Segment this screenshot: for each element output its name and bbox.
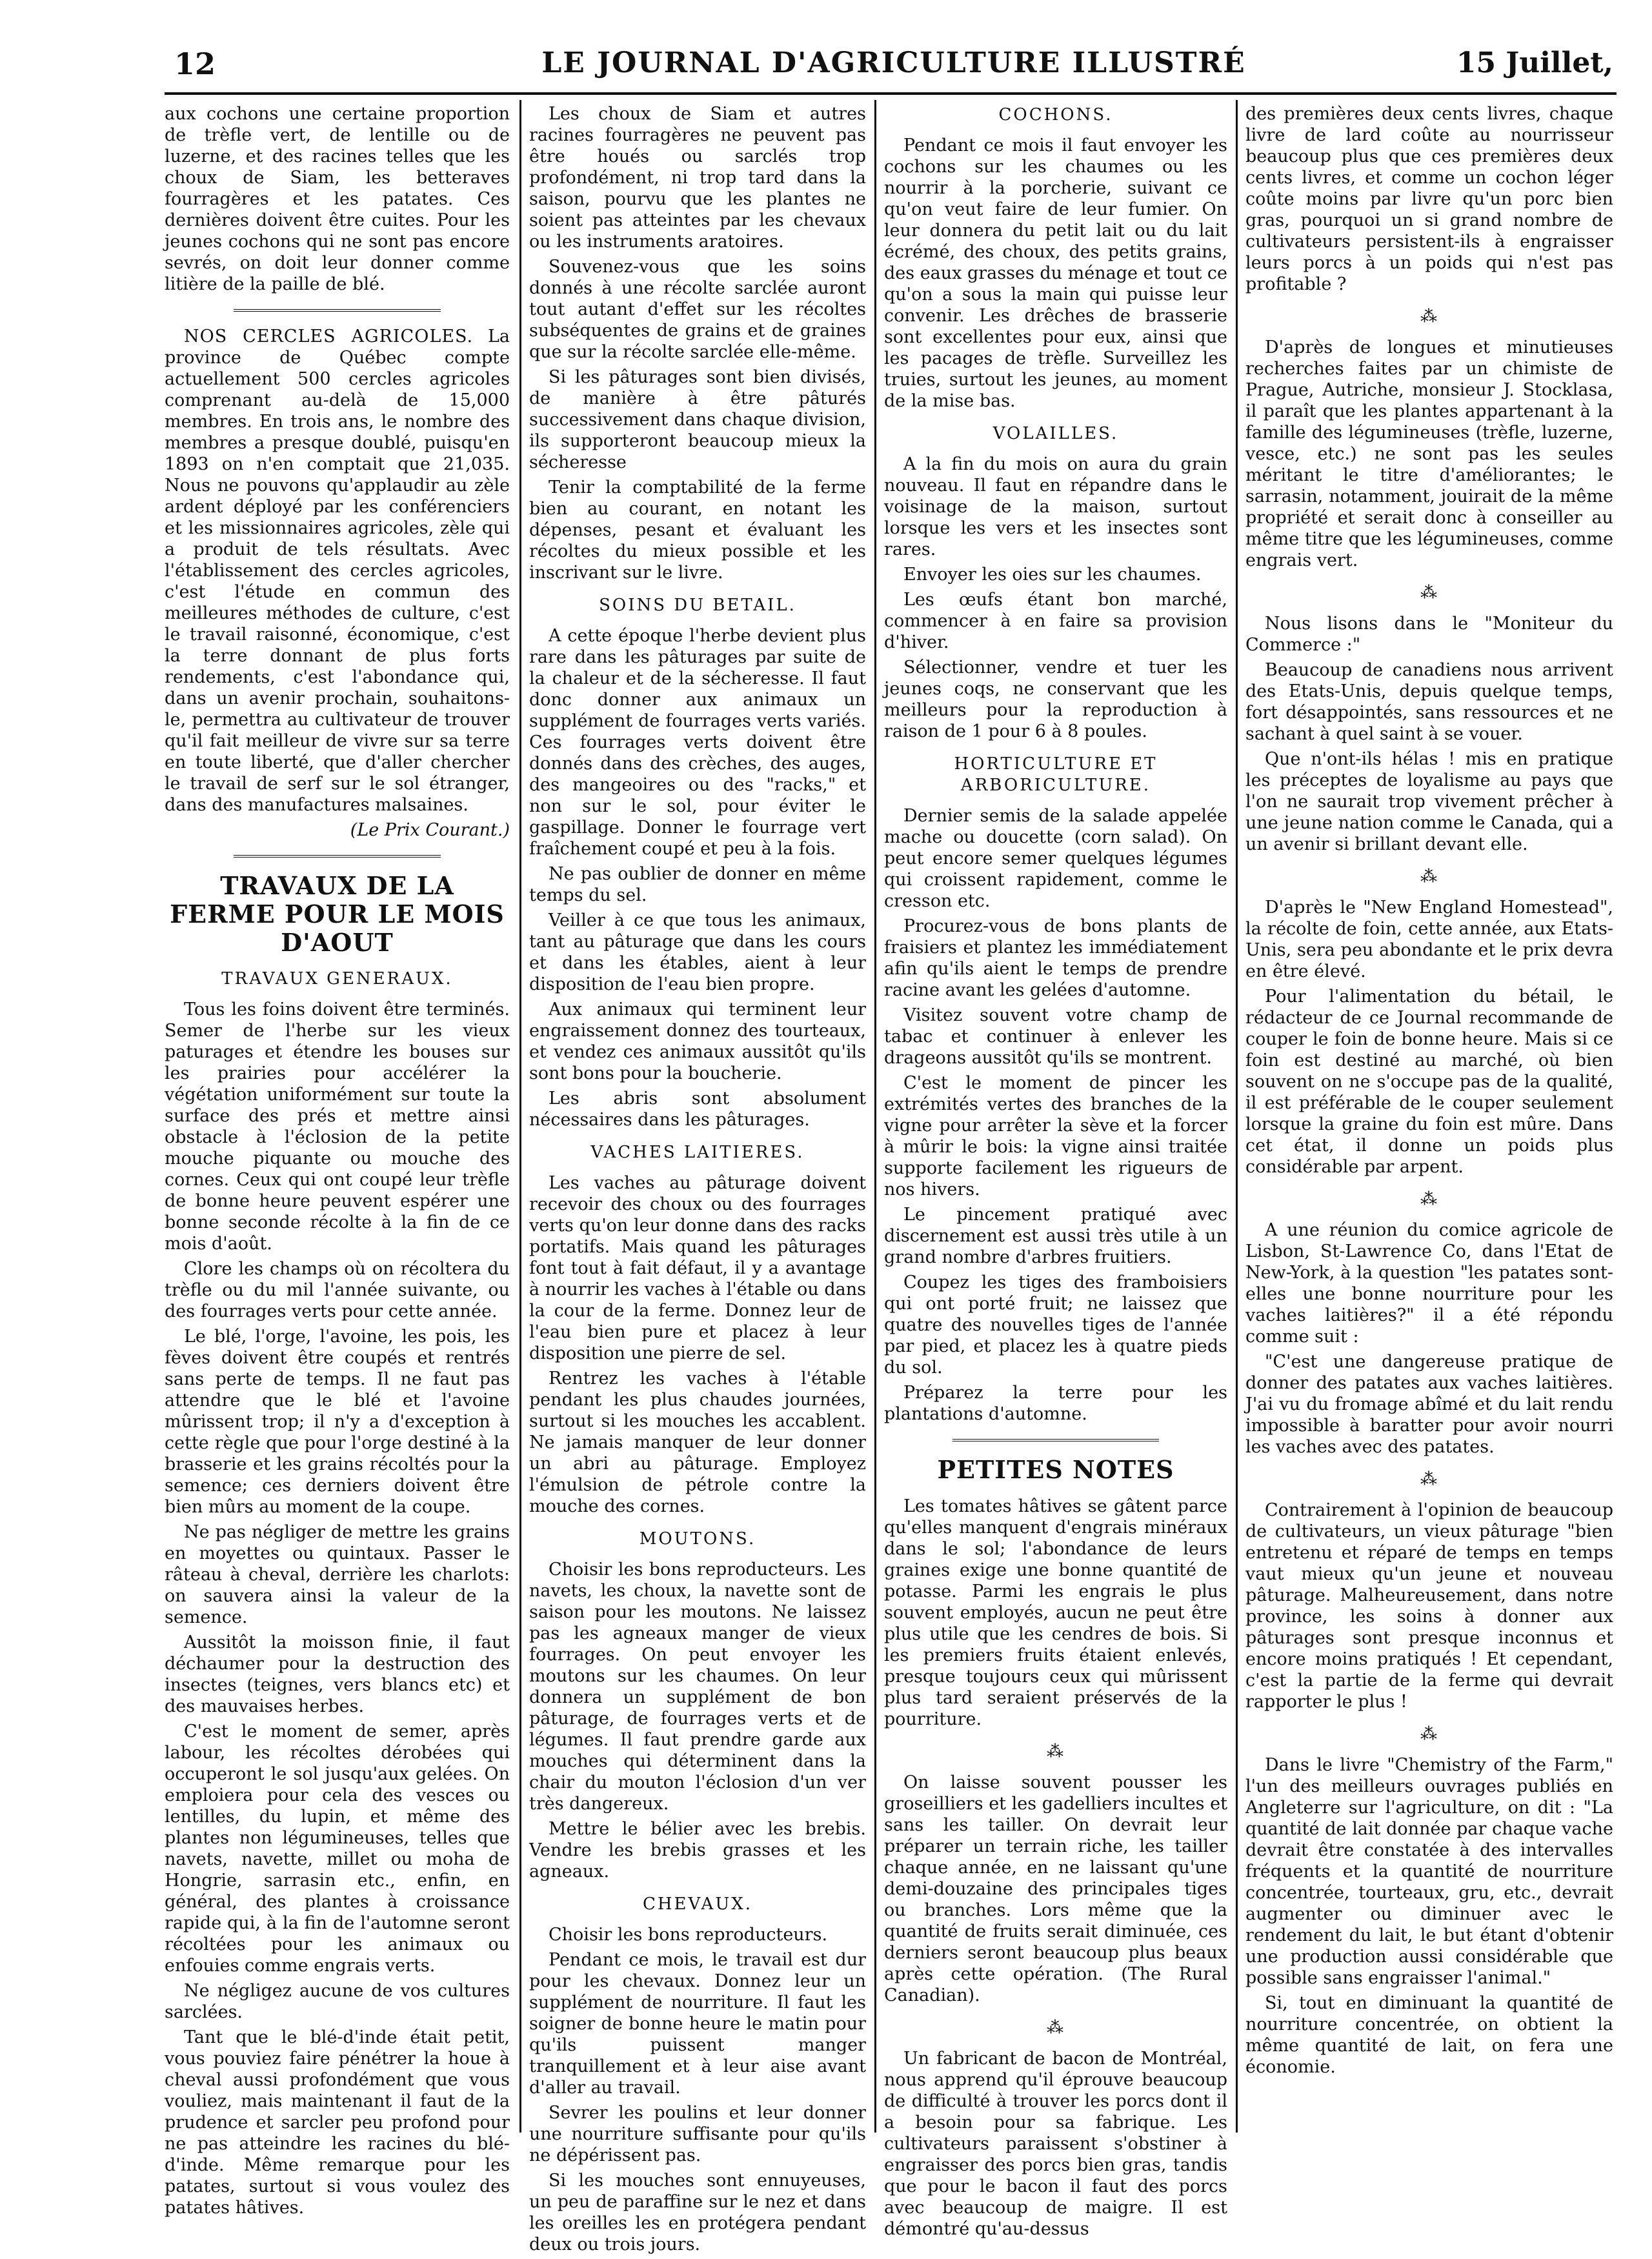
asterism-separator: ⁂ bbox=[1420, 867, 1438, 887]
paragraph: Aussitôt la moisson finie, il faut déchaumer pour la destruction des insectes (teignes, vers blancs etc) et des mauvaises herbes. bbox=[165, 1632, 510, 1716]
section-heading: TRAVAUX GENERAUX. bbox=[221, 969, 453, 989]
paragraph: Ne pas négliger de mettre les grains en moyettes ou quintaux. Passer le râteau à cheval, derrière les charlots: on sauvera ainsi la valeur de la semence. bbox=[165, 1522, 510, 1627]
paragraph: D'après de longues et minutieuses recherches faites par un chimiste de Prague, Autriche, monsieur J. Stocklasa, il paraît que les plantes appartenant à la famille des légumineuses (trèfle, luzerne, vesce, etc.) ne sont pas les seules méritant le titre d'améliorantes; le sarrasin, notamment, jouirait de la même propriété et serait donc à conseiller au même titre que les légumineuses, comme engrais vert. bbox=[1245, 337, 1613, 570]
newspaper-title: LE JOURNAL D'AGRICULTURE ILLUSTRÉ bbox=[541, 46, 1246, 79]
paragraph: Dernier semis de la salade appelée mache ou doucette (corn salad). On peut encore semer quelques légumes qui croissent rapidement, comme le cresson etc. bbox=[884, 806, 1227, 911]
paragraph bbox=[165, 326, 510, 816]
paragraph: Coupez les tiges des framboisiers qui ont porté fruit; ne laissez que quatre des nouvelles tiges de l'année par pied, et placez les à quatre pieds du sol. bbox=[884, 1272, 1227, 1378]
paragraph: Veiller à ce que tous les animaux, tant au pâturage que dans les cours et dans les étables, aient à leur disposition de l'eau bien propre. bbox=[529, 910, 866, 994]
article-title: TRAVAUX DE LA FERME POUR LE MOIS D'AOUT bbox=[170, 871, 505, 957]
paragraph: Les choux de Siam et autres racines fourragères ne peuvent pas être houés ou sarclés trop profondément, ni trop tard dans la saison, pourvu que les plantes ne soient pas atteintes par les chevaux ou les instruments aratoires. bbox=[529, 104, 866, 252]
paragraph: Sevrer les poulins et leur donner une nourriture suffisante pour qu'ils ne dépérissent pas. bbox=[529, 2103, 866, 2165]
paragraph: Souvenez-vous que les soins donnés à une récolte sarclée auront tout autant d'effet sur les récoltes subséquentes de grains et de graines que sur la récolte sarclée elle-même. bbox=[529, 257, 866, 362]
asterism-separator: ⁂ bbox=[1420, 1190, 1438, 1209]
paragraph: A cette époque l'herbe devient plus rare dans les pâturages par suite de la chaleur et de la sécheresse. Il faut donc donner aux animaux un supplément de fourrages verts variés. Ces fourrages verts doivent être donnés dans des crèches, des auges, des mangeoires ou des "racks," et non sur le sol, pour éviter le gaspillage. Donner le fourrage vert fraîchement coupé et peu à la fois. bbox=[529, 626, 866, 859]
paragraph: Rentrez les vaches à l'étable pendant les plus chaudes journées, surtout si les mouches les accablent. Ne jamais manquer de leur donner un abri au pâturage. Employez l'émulsion de pétrole contre la mouche des cornes. bbox=[529, 1369, 866, 1516]
paragraph: Beaucoup de canadiens nous arrivent des Etats-Unis, depuis quelque temps, fort désappointés, sans ressources et ne sachant à quel saint à se vouer. bbox=[1245, 660, 1613, 744]
article-title: PETITES NOTES bbox=[937, 1455, 1174, 1484]
paragraph: Aux animaux qui terminent leur engraissement donnez des tourteaux, et vendez ces animaux aussitôt qu'ils sont bons pour la boucherie. bbox=[529, 999, 866, 1083]
paragraph: Ne négligez aucune de vos cultures sarclées. bbox=[165, 1981, 510, 2022]
column-2 bbox=[529, 103, 866, 2259]
paragraph: Clore les champs où on récoltera du trèfle ou du mil l'année suivante, ou des fourrages verts pour cette année. bbox=[165, 1259, 510, 1321]
page-number: 12 bbox=[174, 46, 216, 81]
paragraph: Les vaches au pâturage doivent recevoir des choux ou des fourrages verts qu'on leur donne dans des racks portatifs. Mais quand les pâturages font tout à fait défaut, il y a avantage à nourrir les vaches à l'étable ou dans la cour de la ferme. Donnez leur de l'eau bien pure et placez à leur disposition une pierre de sel. bbox=[529, 1173, 866, 1363]
paragraph: Choisir les bons reproducteurs. bbox=[549, 1925, 828, 1945]
paragraph: Dans le livre "Chemistry of the Farm," l'un des meilleurs ouvrages publiés en Angleterre sur l'agriculture, on dit : "La quantité de lait donnée par chaque vache devrait être constatée à des intervalles fréquents et la quantité de nourriture concentrée, tourteaux, gru, etc., devrait augmenter ou diminuer avec le rendement du lait, le but étant d'obtenir une production aussi considérable que possible sans engraisser l'animal." bbox=[1245, 1755, 1613, 1988]
column-4 bbox=[1245, 103, 1613, 2082]
section-divider bbox=[234, 309, 441, 312]
section-heading: MOUTONS. bbox=[639, 1529, 756, 1549]
asterism-separator: ⁂ bbox=[1420, 1725, 1438, 1744]
paragraph: A une réunion du comice agricole de Lisbon, St-Lawrence Co, dans l'Etat de New-York, à la question "les patates sont-elles une bonne nourriture pour les vaches laitières?" il a été répondu comme suit : bbox=[1245, 1220, 1613, 1347]
paragraph: Le blé, l'orge, l'avoine, les pois, les fèves doivent être coupés et rentrés sans perte de temps. Il ne faut pas attendre que le blé et l'avoine mûrissent trop; il n'y a d'exception à cette règle que pour l'orge destiné à la brasserie et les grains récoltés pour la semence; ces derniers doivent être bien mûrs au moment de la coupe. bbox=[165, 1327, 510, 1517]
asterism-separator: ⁂ bbox=[1047, 1742, 1065, 1762]
paragraph: C'est le moment de pincer les extrémités vertes des branches de la vigne pour arrêter la sève et la forcer à mûrir le bois: la vigne ainsi traitée supporte facilement les rigueurs de nos hivers. bbox=[884, 1073, 1227, 1200]
column-1 bbox=[165, 103, 510, 2222]
paragraph: Tant que le blé-d'inde était petit, vous pouviez faire pénétrer la houe à cheval aussi profondément que vous vouliez, mais maintenant il faut de la prudence et sarcler peu profond pour ne pas atteindre les racines du blé-d'inde. Même remarque pour les patates, surtout si vous voulez des patates hâtives. bbox=[165, 2027, 510, 2218]
paragraph: Si les pâturages sont bien divisés, de manière à être pâturés successivement dans chaque division, ils supporteront beaucoup mieux la sécheresse bbox=[529, 367, 866, 472]
issue-date: 15 Juillet, bbox=[1456, 46, 1613, 79]
paragraph: Envoyer les oies sur les chaumes. bbox=[903, 565, 1202, 585]
paragraph: Procurez-vous de bons plants de fraisiers et plantez les immédiatement afin qu'ils aient le temps de prendre racine avant les gelées d'automne. bbox=[884, 916, 1227, 1000]
paragraph: Contrairement à l'opinion de beaucoup de cultivateurs, un vieux pâturage "bien entretenu et réparé de temps en temps vaut mieux qu'un jeune et nouveau pâturage. Malheureusement, dans notre province, les soins à donner aux pâturages sont presque inconnus et encore moins pratiqués ! Et cependant, c'est la partie de la ferme qui devrait rapporter le plus ! bbox=[1245, 1500, 1613, 1712]
asterism-separator: ⁂ bbox=[1420, 1470, 1438, 1489]
section-divider bbox=[952, 1439, 1158, 1441]
asterism-separator: ⁂ bbox=[1420, 583, 1438, 603]
column-separator bbox=[1236, 100, 1238, 2133]
paragraph: A la fin du mois on aura du grain nouveau. Il faut en répandre dans le voisinage de la maison, surtout lorsque les vers et les insectes sont rares. bbox=[884, 454, 1227, 559]
section-heading: VOLAILLES. bbox=[992, 424, 1119, 443]
article-source: (Le Prix Courant.) bbox=[350, 820, 510, 840]
paragraph: des premières deux cents livres, chaque livre de lard coûte au nourrisseur beaucoup plus que ces premières deux cents livres, et comme un cochon léger coûte moins par livre qu'un porc bien gras, pourquoi un si grand nombre de cultivateurs persistent-ils à engraisser leurs porcs à un poids qui n'est pas profitable ? bbox=[1245, 104, 1613, 294]
section-heading: HORTICULTURE ET ARBORICULTURE. bbox=[954, 754, 1158, 795]
page-header bbox=[174, 46, 1613, 88]
asterism-separator: ⁂ bbox=[1047, 2018, 1065, 2038]
paragraph: "C'est une dangereuse pratique de donner des patates aux vaches laitières. J'ai vu du fromage abîmé et du lait rendu impossible à baratter pour avoir nourri les vaches avec des patates. bbox=[1245, 1352, 1613, 1457]
paragraph: Sélectionner, vendre et tuer les jeunes coqs, ne conservant que les meilleurs pour la reproduction à raison de 1 pour 6 à 8 poules. bbox=[884, 658, 1227, 741]
paragraph: Pour l'alimentation du bétail, le rédacteur de ce Journal recommande de couper le foin de bonne heure. Mais si ce foin est destiné au marché, où bien souvent on ne s'occupe pas de la qualité, il est préférable de le couper seulement lorsque la graine du foin est mûre. Dans cet état, il donne un poids plus considérable par arpent. bbox=[1245, 987, 1613, 1177]
paragraph: Le pincement pratiqué avec discernement est aussi très utile à un grand nombre d'arbres fruitiers. bbox=[884, 1205, 1227, 1267]
paragraph: Que n'ont-ils hélas ! mis en pratique les préceptes de loyalisme au pays que l'on ne saurait trop vivement prêcher à une jeune nation comme le Canada, qui a un avenir si brillant devant elle. bbox=[1245, 749, 1613, 854]
paragraph: Si les mouches sont ennuyeuses, un peu de paraffine sur le nez et dans les oreilles les en protégera pendant deux ou trois jours. bbox=[529, 2171, 866, 2254]
paragraph: Tenir la comptabilité de la ferme bien au courant, en notant les dépenses, pesant et évaluant les récoltes du mieux possible et les inscrivant sur le livre. bbox=[529, 477, 866, 583]
paragraph: Les abris sont absolument nécessaires dans les pâturages. bbox=[529, 1089, 866, 1130]
column-separator bbox=[519, 100, 521, 2133]
paragraph: aux cochons une certaine proportion de trèfle vert, de lentille ou de luzerne, et des racines telles que les choux de Siam, les betteraves fourragères et les patates. Ces dernières doivent être cuites. Pour les jeunes cochons qui ne sont pas encore sevrés, on doit leur donner comme litière de la paille de blé. bbox=[165, 104, 510, 294]
paragraph: On laisse souvent pousser les groseilliers et les gadelliers incultes et sans les tailler. On devrait leur préparer un terrain riche, les tailler chaque année, en ne laissant qu'une demi-douzaine des principales tiges ou branches. Lors même que la quantité de fruits serait diminuée, ces derniers seront beaucoup plus beaux après cette opération. (The Rural Canadian). bbox=[884, 1772, 1227, 2005]
section-heading: VACHES LAITIERES. bbox=[590, 1143, 805, 1162]
column-3 bbox=[884, 103, 1227, 2244]
paragraph: Les tomates hâtives se gâtent parce qu'elles manquent d'engrais minéraux dans le sol; l'abondance de leurs graines exige une bonne quantité de potasse. Parmi les engrais le plus souvent employés, aucun ne peut être plus utile que les cendres de bois. Si les premiers fruits étaient enlevés, presque toujours ceux qui mûrissent plus tard seraient préservés de la pourriture. bbox=[884, 1496, 1227, 1729]
paragraph: Nous lisons dans le "Moniteur du Commerce :" bbox=[1245, 614, 1613, 655]
paragraph: Un fabricant de bacon de Montréal, nous apprend qu'il éprouve beaucoup de difficulté à trouver les porcs dont il a besoin pour sa fabrique. Les cultivateurs paraissent s'obstiner à engraisser des porcs bien gras, tandis que pour le bacon il faut des porcs avec beaucoup de maigre. Il est démontré qu'au-dessus bbox=[884, 2049, 1227, 2239]
paragraph: Choisir les bons reproducteurs. Les navets, les choux, la navette sont de saison pour les moutons. Ne laissez pas les agneaux manger de vieux fourrages. On peut envoyer les moutons sur les chaumes. On leur donnera un supplément de bon pâturage, de fourrages verts et de légumes. Il faut prendre garde aux mouches qui déterminent dans la chair du mouton l'éclosion d'un ver très dangereux. bbox=[529, 1560, 866, 1814]
column-separator bbox=[874, 100, 876, 2133]
paragraph: Pendant ce mois il faut envoyer les cochons sur les chaumes ou les nourrir à la porcherie, suivant ce qu'on veut faire de leur fumier. On leur donnera du petit lait ou du lait écrémé, des choux, des petits grains, des eaux grasses du ménage et tout ce qu'on a sous la main qui puisse leur convenir. Les drêches de brasserie sont excellentes pour eux, ainsi que les pacages de trèfle. Surveillez les truies, surtout les jeunes, au moment de la mise bas. bbox=[884, 136, 1227, 411]
section-heading: SOINS DU BETAIL. bbox=[599, 596, 796, 615]
paragraph: Tous les foins doivent être terminés. Semer de l'herbe sur les vieux paturages et étendre les bouses sur les prairies pour accélérer la végétation uniformément sur toute la surface des prés et mettre ainsi obstacle à l'éclosion de la petite mouche piquante ou mouche des cornes. Ceux qui ont coupé leur trèfle de bonne heure peuvent espérer une bonne seconde récolte à la fin de ce mois d'août. bbox=[165, 999, 510, 1254]
section-heading: CHEVAUX. bbox=[642, 1894, 753, 1914]
section-heading: COCHONS. bbox=[998, 105, 1113, 125]
header-rule bbox=[165, 92, 1617, 95]
article-lead: NOS CERCLES AGRICOLES. bbox=[184, 326, 474, 346]
paragraph: C'est le moment de semer, après labour, les récoltes dérobées qui occuperont le sol jusqu'aux gelées. On emploiera pour cela des vesces ou lentilles, du lupin, et même des plantes non légumineuses, telles que navets, navette, millet ou moha de Hongrie, sarrasin etc., enfin, en général, des plantes à croissance rapide qui, à la fin de l'automne seront récoltées pour les animaux ou enfouies comme engrais verts. bbox=[165, 1722, 510, 1976]
paragraph: Préparez la terre pour les plantations d'automne. bbox=[884, 1383, 1227, 1424]
paragraph: Pendant ce mois, le travail est dur pour les chevaux. Donnez leur un supplément de nourriture. Il faut les soigner de bonne heure le matin pour qu'ils puissent manger tranquillement et à leur aise avant d'aller au travail. bbox=[529, 1950, 866, 2098]
article-text: La province de Québec compte actuellement 500 cercles agricoles comprenant au-delà de 15,000 membres. En trois ans, le nombre des membres a presque doublé, puisqu'en 1893 on n'en comptait que 21,035. Nous ne pouvons qu'applaudir au zèle ardent déployé par les conférenciers et les missionnaires agricoles, zèle qui a produit de tels résultats. Avec l'établissement des cercles agricoles, c'est l'étude en commun des meilleures méthodes de culture, c'est le travail raisonné, économique, c'est la terre donnant de plus forts rendements, c'est l'abondance qui, dans un avenir prochain, souhaitons-le, permettra au cultivateur de trouver qu'il fait meilleur de vivre sur sa terre en toute liberté, que d'aller chercher le travail de serf sur le sol étranger, dans des manufactures malsaines. bbox=[165, 326, 510, 815]
section-divider bbox=[234, 855, 441, 858]
paragraph: Ne pas oublier de donner en même temps du sel. bbox=[529, 864, 866, 905]
paragraph: Si, tout en diminuant la quantité de nourriture concentrée, on obtient la même quantité de lait, on fera une économie. bbox=[1245, 1993, 1613, 2077]
asterism-separator: ⁂ bbox=[1420, 307, 1438, 326]
paragraph: Les œufs étant bon marché, commencer à en faire sa provision d'hiver. bbox=[884, 590, 1227, 652]
paragraph: Mettre le bélier avec les brebis. Vendre les brebis grasses et les agneaux. bbox=[529, 1819, 866, 1882]
paragraph: D'après le "New England Homestead", la récolte de foin, cette année, aux Etats-Unis, sera peu abondante et le prix devra en être élevé. bbox=[1245, 898, 1613, 981]
paragraph: Visitez souvent votre champ de tabac et continuer à enlever les drageons aussitôt qu'ils se montrent. bbox=[884, 1005, 1227, 1068]
